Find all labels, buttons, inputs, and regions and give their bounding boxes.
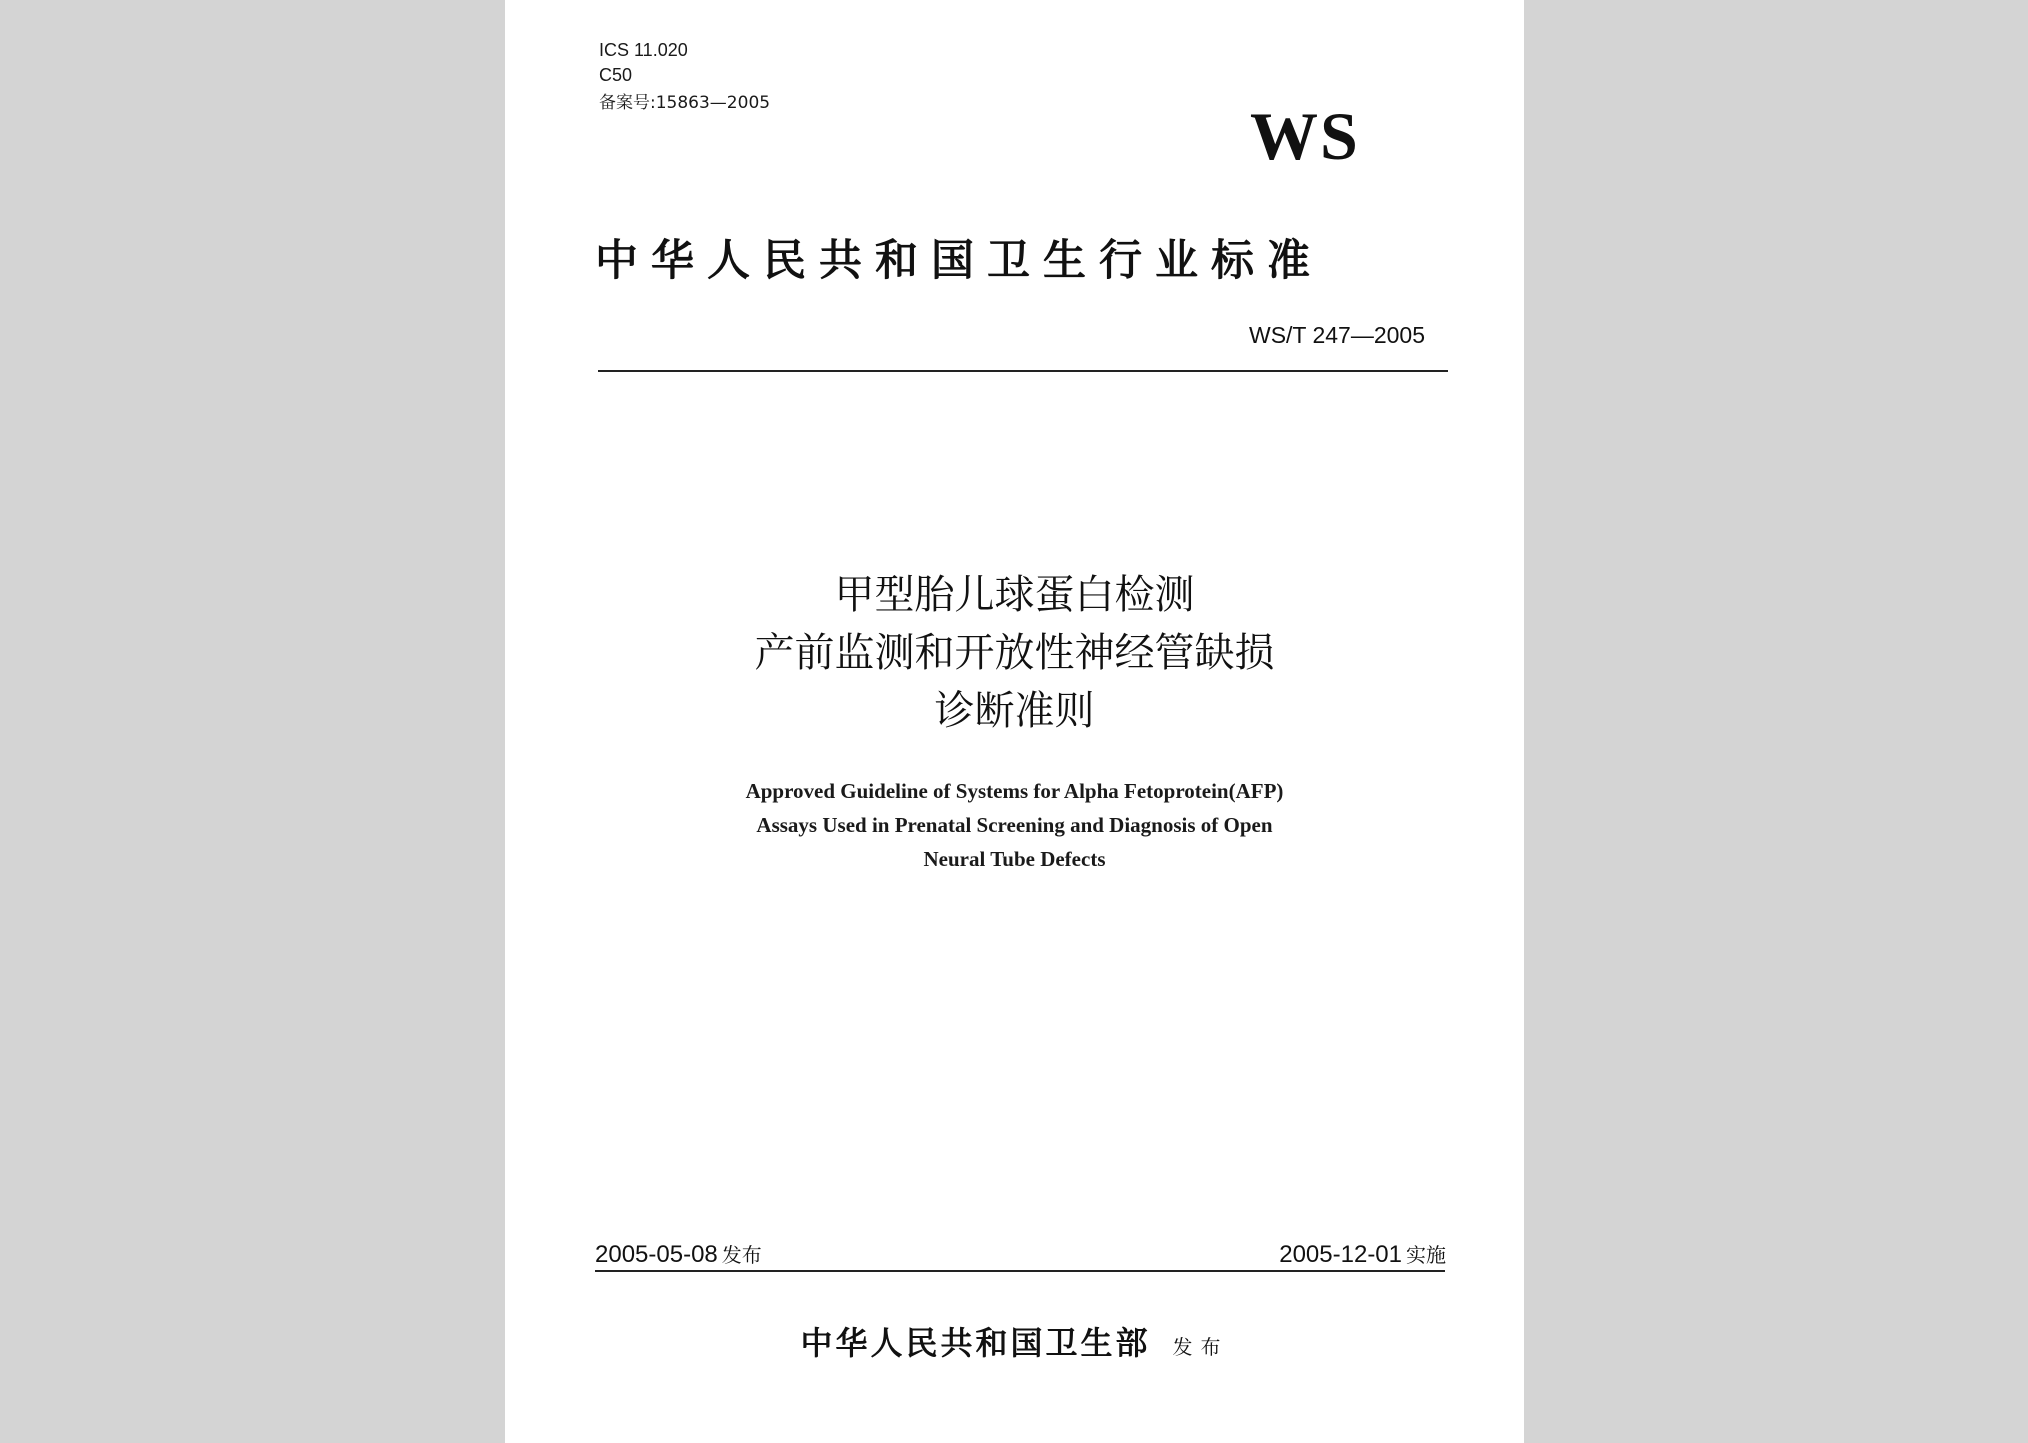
bottom-divider	[595, 1270, 1445, 1272]
chinese-title-line: 甲型胎儿球蛋白检测	[834, 572, 1195, 618]
standard-mark: WS	[1250, 98, 1360, 174]
publish-label: 发布	[721, 1243, 762, 1267]
document-page	[505, 0, 1524, 1443]
standard-category: 中华人民共和国卫生行业标准	[595, 236, 1323, 286]
publish-date: 2005-05-08	[595, 1241, 718, 1268]
english-title-line: Approved Guideline of Systems for Alpha Fetoprotein(AFP)	[745, 779, 1284, 803]
implement-label: 实施	[1406, 1243, 1446, 1267]
issuer-block	[505, 1318, 1524, 1364]
publish-date-block	[595, 1240, 762, 1270]
ics-code: ICS 11.020	[599, 40, 688, 60]
top-divider	[598, 370, 1448, 372]
issuer-suffix: 发布	[1172, 1335, 1229, 1359]
issuer-name: 中华人民共和国卫生部	[800, 1324, 1151, 1362]
implement-date: 2005-12-01	[1279, 1241, 1402, 1268]
english-title-line: Neural Tube Defects	[923, 847, 1106, 871]
chinese-title	[505, 566, 1524, 740]
chinese-title-line: 产前监测和开放性神经管缺损	[754, 630, 1275, 676]
english-title-line: Assays Used in Prenatal Screening and Diagnosis of Open	[756, 813, 1273, 837]
chinese-title-line: 诊断准则	[934, 688, 1095, 734]
implement-date-block	[1279, 1240, 1446, 1270]
standard-number: WS/T 247—2005	[1248, 322, 1425, 348]
english-title	[505, 774, 1524, 876]
filing-number: 备案号:15863—2005	[599, 93, 771, 113]
classification-code: C50	[599, 65, 633, 85]
